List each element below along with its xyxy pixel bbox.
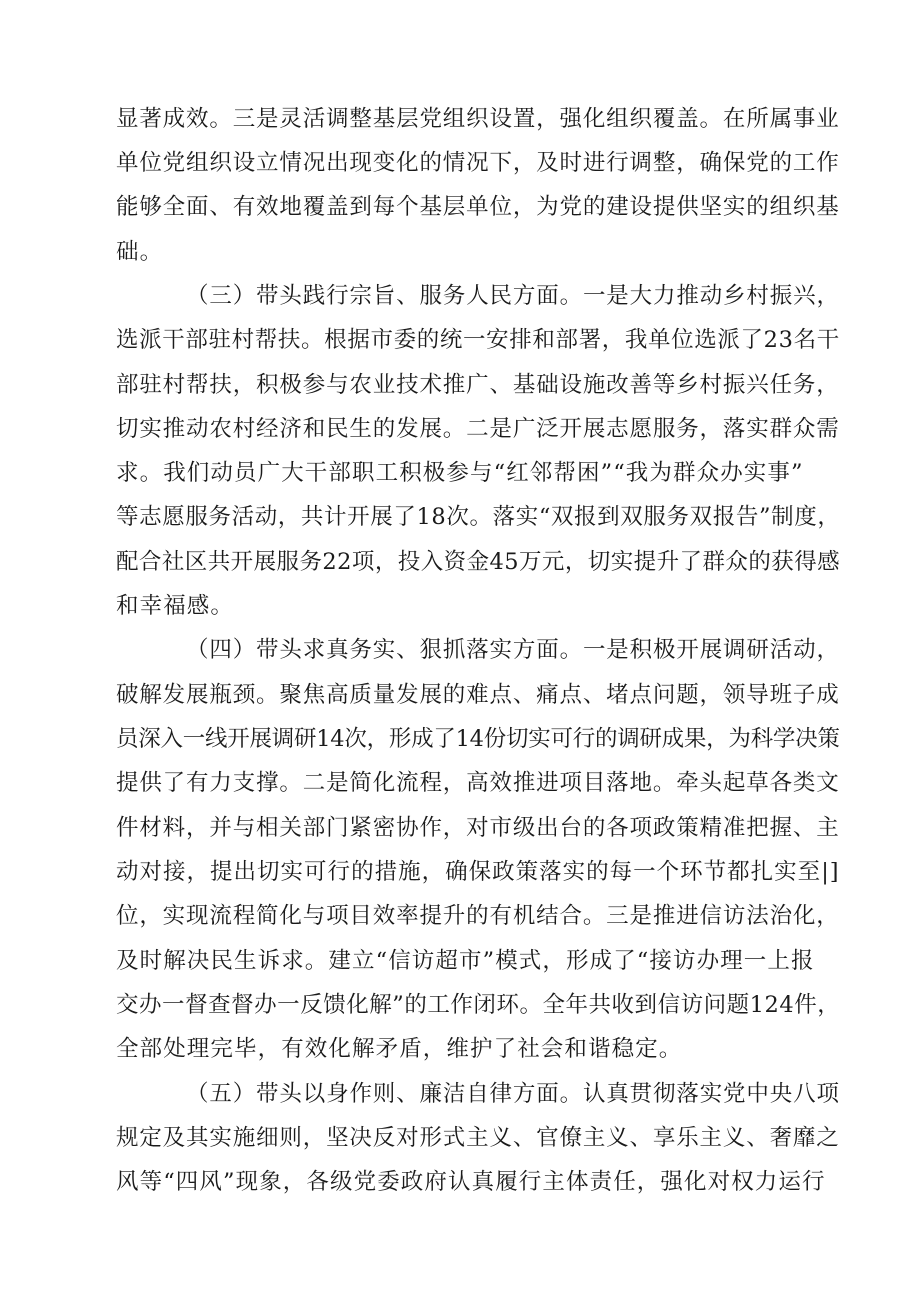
text-line: 员深入一线开展调研14次，形成了14份切实可行的调研成果，为科学决策	[116, 726, 840, 752]
text-line: 能够全面、有效地覆盖到每个基层单位，为党的建设提供坚实的组织基	[116, 194, 840, 220]
text-line: 显著成效。三是灵活调整基层党组织设置，强化组织覆盖。在所属事业	[116, 106, 840, 132]
section-heading-3: （三）带头践行宗旨、服务人民方面。一是大力推动乡村振兴，	[186, 283, 840, 309]
text-line: 破解发展瓶颈。聚焦高质量发展的难点、痛点、堵点问题，领导班子成	[116, 682, 840, 708]
section-heading-4: （四）带头求真务实、狠抓落实方面。一是积极开展调研活动，	[186, 637, 840, 663]
text-line: 配合社区共开展服务22项，投入资金45万元，切实提升了群众的获得感	[116, 549, 841, 575]
text-line: 和幸福感。	[116, 593, 235, 619]
text-line: 础。	[116, 239, 164, 265]
text-line: 风等“四风”现象，各级党委政府认真履行主体责任，强化对权力运行	[116, 1169, 826, 1195]
text-line: 求。我们动员广大干部职工积极参与“红邻帮困”“我为群众办实事”	[116, 460, 804, 486]
text-line: 提供了有力支撑。二是简化流程，高效推进项目落地。牵头起草各类文	[116, 770, 840, 796]
text-line: 动对接，提出切实可行的措施，确保政策落实的每一个环节都扎实至|]	[116, 859, 840, 885]
text-line: 位，实现流程简化与项目效率提升的有机结合。三是推进信访法治化，	[116, 903, 840, 929]
text-line: 等志愿服务活动，共计开展了18次。落实“双报到双服务双报告”制度，	[116, 504, 841, 530]
section-heading-5: （五）带头以身作则、廉洁自律方面。认真贯彻落实党中央八项	[186, 1081, 840, 1107]
text-line: 切实推动农村经济和民生的发展。二是广泛开展志愿服务，落实群众需	[116, 416, 840, 442]
text-line: 件材料，并与相关部门紧密协作，对市级出台的各项政策精准把握、主	[116, 815, 840, 841]
text-line: 单位党组织设立情况出现变化的情况下，及时进行调整，确保党的工作	[116, 150, 840, 176]
text-line: 规定及其实施细则，坚决反对形式主义、官僚主义、享乐主义、奢靡之	[116, 1125, 840, 1151]
text-line: 部驻村帮扶，积极参与农业技术推广、基础设施改善等乡村振兴任务，	[116, 372, 840, 398]
text-line: 交办一督查督办一反馈化解”的工作闭环。全年共收到信访问题124件，	[116, 992, 841, 1018]
text-line: 选派干部驻村帮扶。根据市委的统一安排和部署，我单位选派了23名干	[116, 327, 840, 353]
text-line: 全部处理完毕，有效化解矛盾，维护了社会和谐稳定。	[116, 1036, 683, 1062]
text-line: 及时解决民生诉求。建立“信访超市”模式，形成了“接访办理一上报	[116, 948, 815, 974]
